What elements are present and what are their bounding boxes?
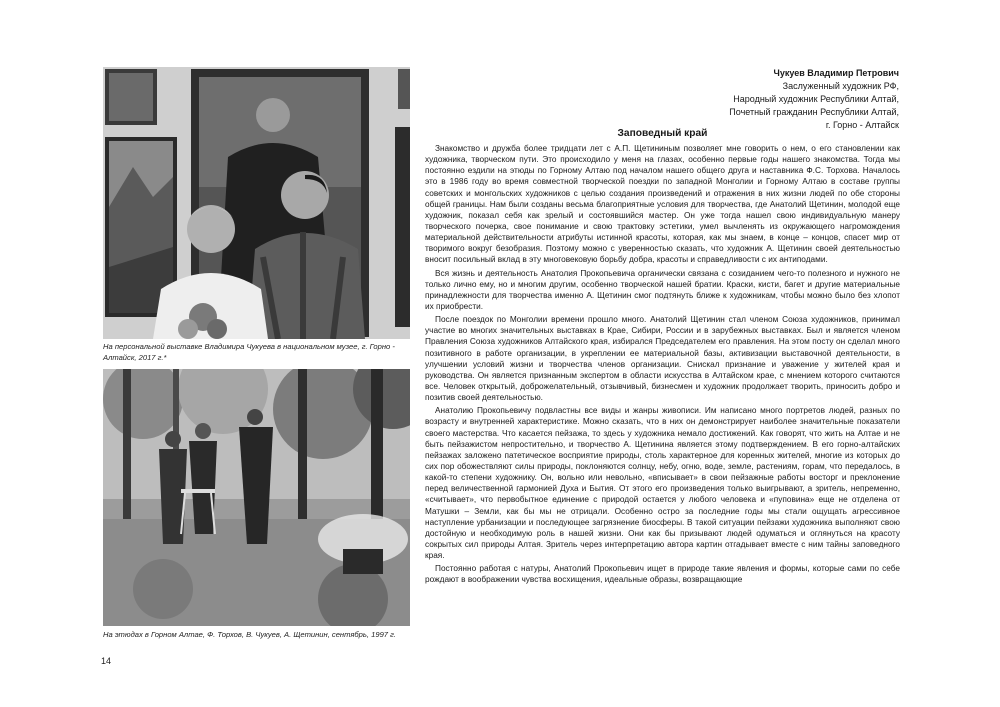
- author-name: Чукуев Владимир Петрович: [773, 68, 899, 78]
- sketching-trip-photo-caption: На этюдах в Горном Алтае, Ф. Торхов, В. Чукуев, А. Щетинин, сентябрь, 1997 г.: [103, 630, 396, 639]
- exhibition-photo-caption: На персональной выставке Владимира Чукуева в национальном музее, г. Горно - Алтайск, 2017 г.*: [103, 342, 395, 362]
- page-number: 14: [101, 656, 112, 666]
- article-body: [425, 143, 900, 587]
- author-title: Почетный гражданин Республики Алтай,: [729, 107, 899, 117]
- article-title: Заповедный край: [617, 128, 708, 139]
- article-paragraph: Постоянно работая с натуры, Анатолий Прокопьевич ищет в природе такие явления и формы, которые сами по себе рождают в воображении чувства восхищения, идеальные образы, возвращающие: [425, 564, 900, 585]
- article-paragraph: После поездок по Монголии времени прошло много. Анатолий Щетинин стал членом Союза художников, принимал участие во многих значительных выставках в Крае, Сибири, России и в зарубежных выставках. Был и является членом Правления Союза художников Алтайского края, избирался Председателем его правления. На этом посту он сделал много позитивного в работе организации, в укреплении ее материальной базы, активизации выставочной деятельности, в улучшении условий жизни и творчества членов организации. Снискал признание и уважение у жителей края и руководства. Он является признанным экспертом в области искусства в Алтайском крае, с мнением которого считаются все. Человек открытый, доброжелательный, отзывчивый, бизнесмен и художник продолжает творить, приносить добро и позитив своей деятельностью.: [425, 315, 900, 403]
- author-title: Народный художник Республики Алтай,: [733, 94, 899, 104]
- article-paragraph: Вся жизнь и деятельность Анатолия Прокопьевича органически связана с созиданием чего-то полезного и нужного не только лично ему, но и многим другим, особенно творческой нашей братии. Краски, кисти, багет и другие материальные принадлежности для творчества именно А. Щетинин смог подтянуть ближе к художникам, чтобы можно было без хлопот их приобрести.: [425, 268, 900, 311]
- article-paragraph: Анатолию Прокопьевичу подвластны все виды и жанры живописи. Им написано много портретов людей, разных по возрасту и внутренней характеристике. Можно сказать, что в них он демонстрирует наиболее значительные показатели своего мастерства. Что касается пейзажа, то здесь у художника немало достижений. Как говорят, что жить на Алтае и не быть пейзажистом непростительно, и творчество А. Щетинина является этому подтверждением. В его горно-алтайских пейзажах заложено патетическое восприятие природы, столь характерное для коренных жителей, многие из которых до сих пор обожествляют силы природы, поклоняются солнцу, небу, огню, воде, земле, растениям, горам, что передалось, в какой-то степени художнику. Он, вольно или невольно, «вписывает» в свои пейзажные работы восторг и преклонение перед величественной гармонией Духа и Бытия. От этого его произведения только выигрывают, а зритель, непременно, «считывает», что первобытное единение с природой остается у любого человека и «пуповина» еще не отделена от Матушки – Земли, как бы мы не отрицали. Особенно остро за последние годы мы стали ощущать агрессивное наступление урбанизации и последующее загрязнение биосферы. В такой ситуации пейзажи художника выполняют свою достойную и необходимую роль в нашей жизни. Они как бы призывают людей одуматься и оглянуться на красоту сокрытых сил природы Алтая. Зритель через интерпретацию автора картин отгадывает вместе с ним тайны заповедного края.: [425, 406, 900, 561]
- article-paragraph: Знакомство и дружба более тридцати лет с А.П. Щетининым позволяет мне говорить о нем, о его становлении как художника, творческом пути. Это происходило у меня на глазах, особенно первые годы нашего знакомства. Тогда мы постоянно ездили на этюды по Горному Алтаю под началом нашего общего друга и наставника Ф.С. Торхова. Началось это в 1986 году во время совместной творческой поездки по западной Монголии и Горному Алтаю в составе группы советских и монгольских художников с целью создания произведений и отражения в них жизни людей по обе стороны общей границы. Нам были созданы весьма благоприятные условия для творчества, где Анатолий Щетинин, молодой еще художник, показал себя как зрелый и состоявшийся мастер. Он уже тогда нашел свою индивидуальную манеру творческого почерка, свое понимание и свою трактовку эстетики, умел вычленять из окружающего нагромождения материальной действительности атрибуты истинной красоты, которая, как мы знаем, в конце – концов, спасет мир от творимого вокруг безобразия. Поэтому можно с уверенностью сказать, что художник А. Щетинин своей деятельностью вносит посильный вклад в эту многовековую борьбу добра, красоты и справедливости с их антиподами.: [425, 144, 900, 265]
- author-title: г. Горно - Алтайск: [825, 120, 899, 130]
- author-block: [729, 67, 899, 132]
- author-title: Заслуженный художник РФ,: [782, 81, 899, 91]
- exhibition-photo: [103, 67, 410, 339]
- sketching-trip-photo: [103, 369, 410, 626]
